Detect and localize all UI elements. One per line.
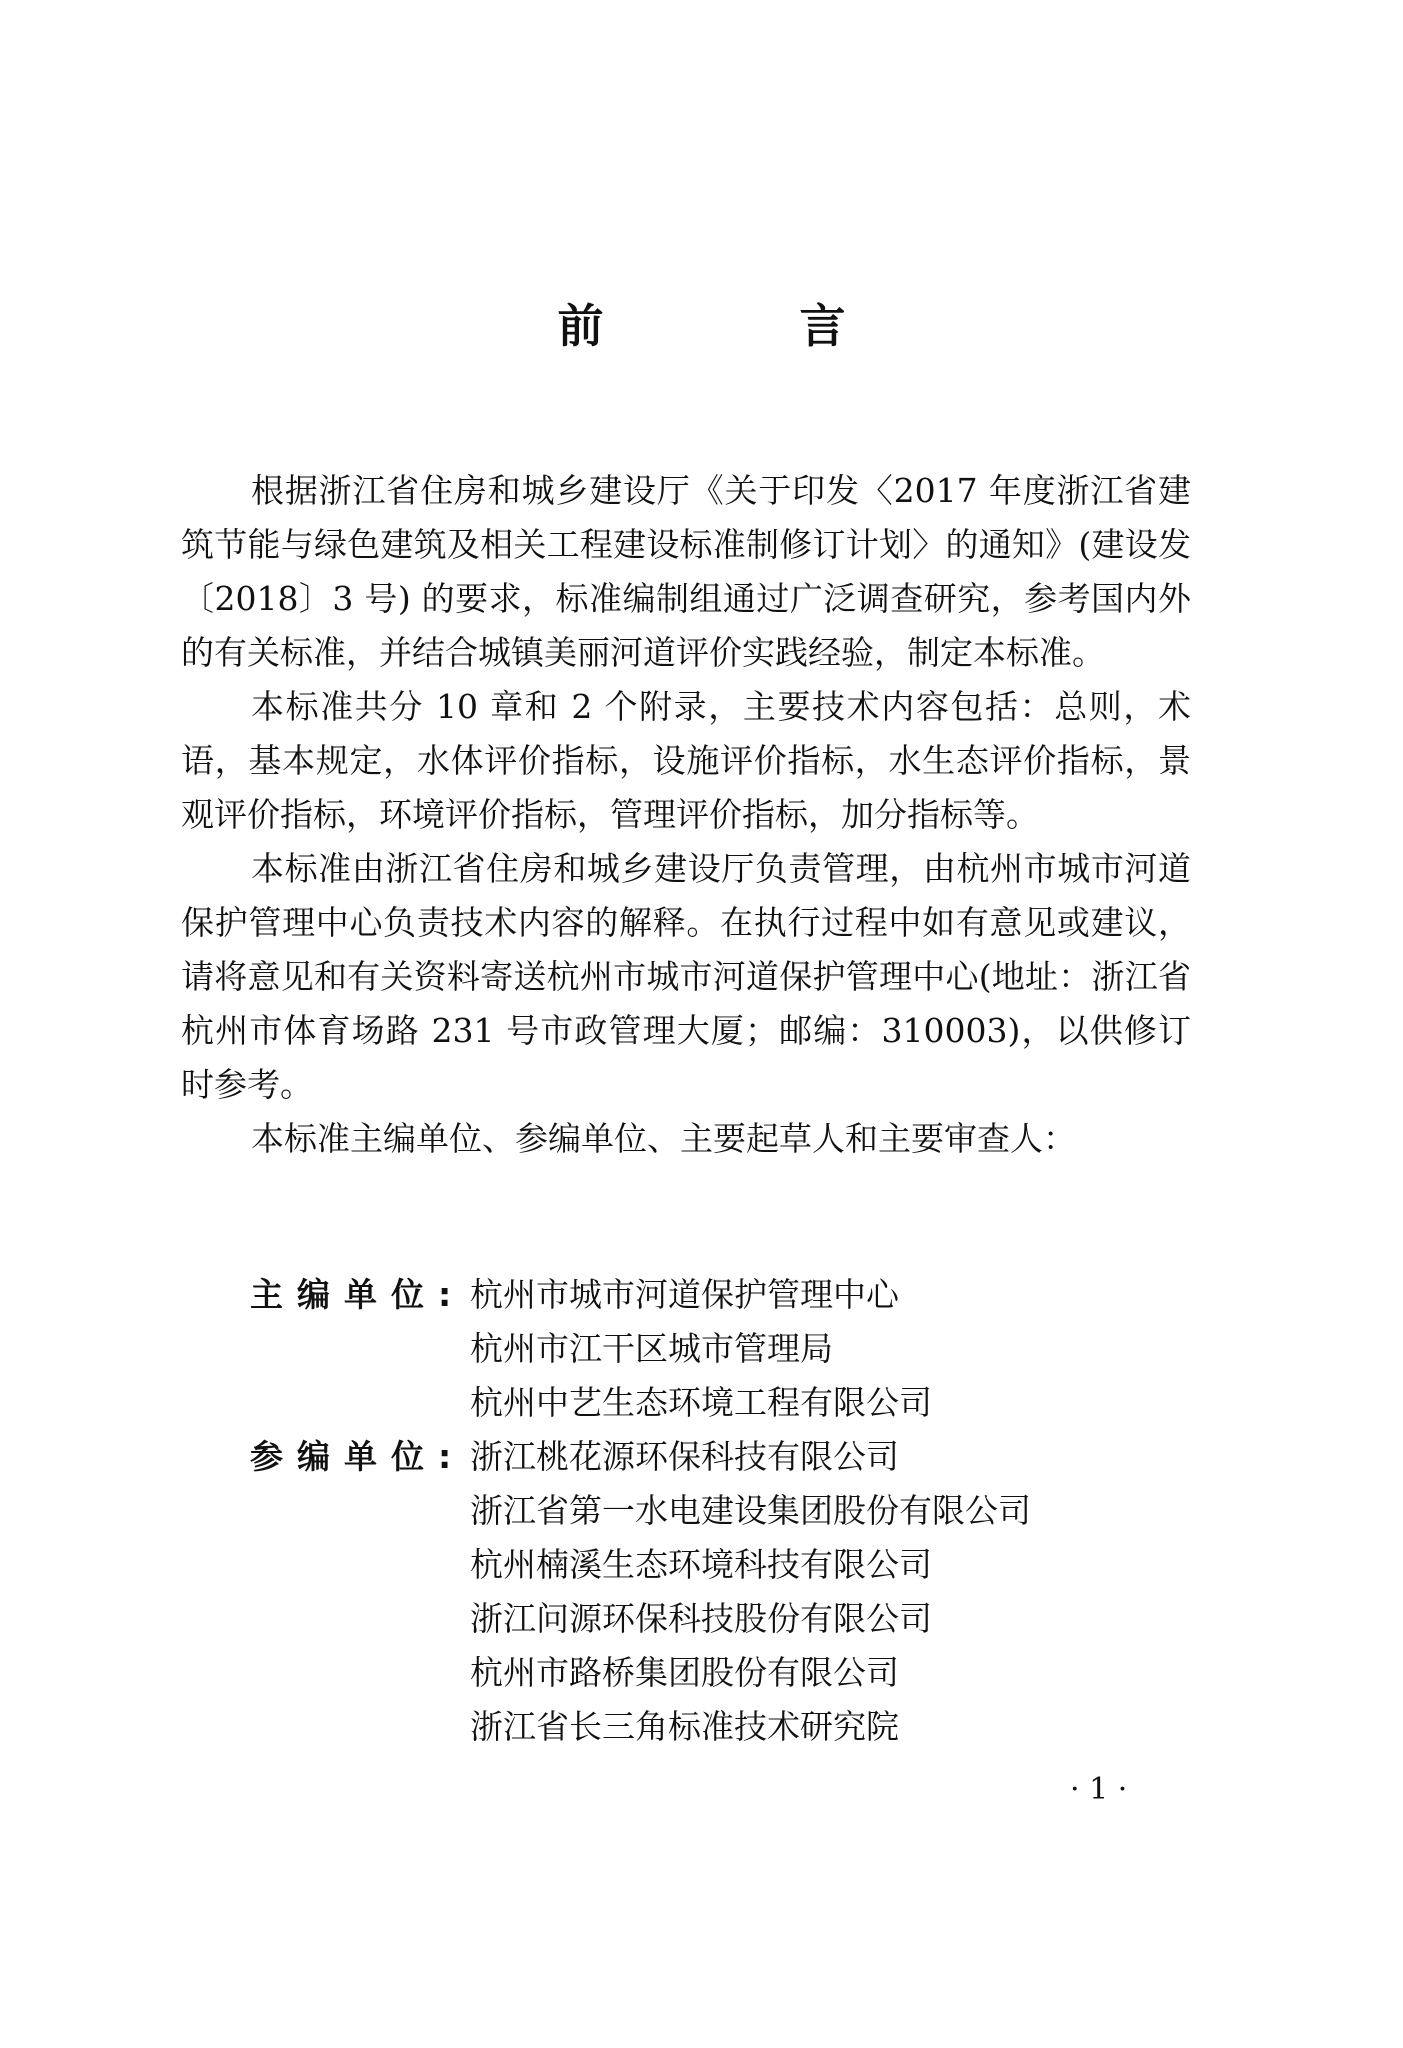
list-item: 杭州市路桥集团股份有限公司 [470, 1653, 899, 1692]
list-item: 浙江问源环保科技股份有限公司 [470, 1599, 932, 1638]
list-item: 杭州市城市河道保护管理中心 [470, 1275, 899, 1314]
participating-units-block [250, 1430, 1150, 1754]
list-item: 浙江桃花源环保科技有限公司 [470, 1437, 899, 1476]
participating-units-label: 参编单位: [250, 1437, 466, 1476]
list-item: 杭州中艺生态环境工程有限公司 [470, 1383, 932, 1422]
preface-body [181, 464, 1191, 1166]
chief-units-block [250, 1268, 1150, 1430]
list-item: 浙江省长三角标准技术研究院 [470, 1707, 899, 1746]
paragraph-contents: 本标准共分 10 章和 2 个附录，主要技术内容包括：总则，术语，基本规定，水体评价指标，设施评价指标，水生态评价指标，景观评价指标，环境评价指标，管理评价指标，加分指标等。 [181, 687, 1191, 834]
page-title: 前 言 [557, 299, 936, 353]
list-item: 杭州市江干区城市管理局 [470, 1329, 833, 1368]
page-number: · 1 · [1070, 1772, 1128, 1807]
list-item: 浙江省第一水电建设集团股份有限公司 [470, 1491, 1031, 1530]
paragraph-units-intro: 本标准主编单位、参编单位、主要起草人和主要审查人： [251, 1119, 1076, 1158]
paragraph-basis: 根据浙江省住房和城乡建设厅《关于印发〈2017 年度浙江省建筑节能与绿色建筑及相关工程建设标准制修订计划〉的通知》(建设发〔2018〕3 号) 的要求，标准编制组通过广泛调查研究，参考国内外的有关标准，并结合城镇美丽河道评价实践经验，制定本标准。 [181, 471, 1191, 672]
participating-units-list [470, 1430, 1150, 1754]
chief-units-list [470, 1268, 1150, 1430]
chief-units-label: 主编单位: [250, 1275, 466, 1314]
paragraph-management: 本标准由浙江省住房和城乡建设厅负责管理，由杭州市城市河道保护管理中心负责技术内容的解释。在执行过程中如有意见或建议，请将意见和有关资料寄送杭州市城市河道保护管理中心(地址：浙江省杭州市体育场路 231 号市政管理大厦；邮编：310003)，以供修订时参考。 [181, 849, 1191, 1104]
list-item: 杭州楠溪生态环境科技有限公司 [470, 1545, 932, 1584]
